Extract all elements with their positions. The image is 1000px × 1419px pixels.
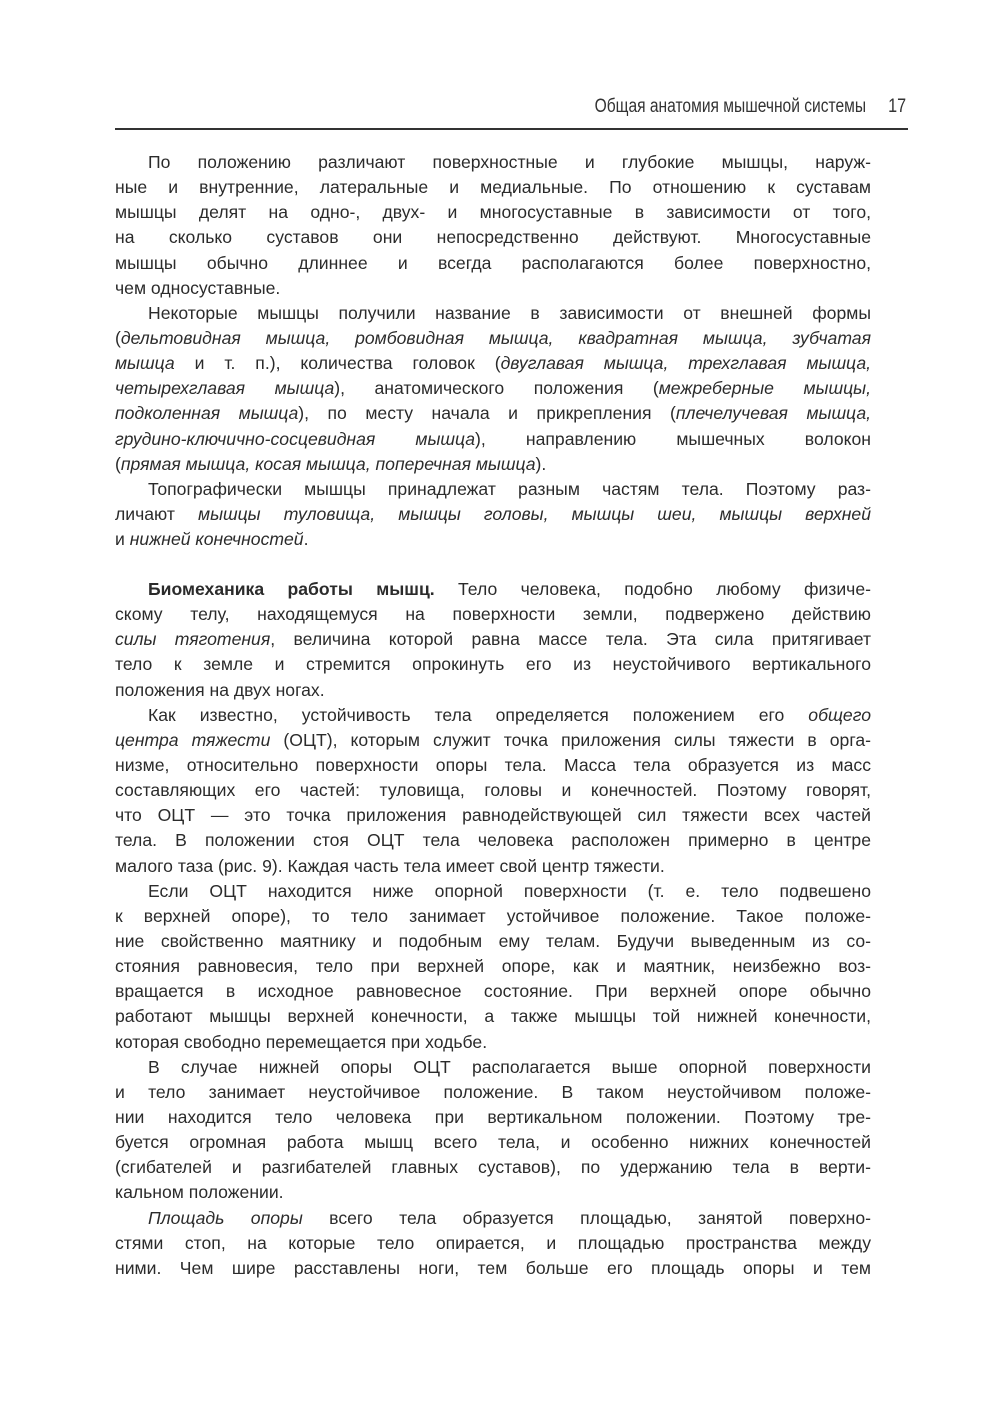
text-run: работают мышцы верхней конечности, а также мышцы той нижней конечности, bbox=[115, 1006, 871, 1027]
paragraph bbox=[115, 703, 871, 879]
text-run: ( bbox=[115, 327, 121, 348]
text-run: буется огромная работа мышц всего тела, и особенно нижних конечностей bbox=[115, 1132, 871, 1153]
paragraph bbox=[115, 1206, 871, 1281]
text-run: . bbox=[303, 529, 309, 550]
text-run: и bbox=[115, 529, 130, 550]
text-run: Некоторые мышцы получили название в зависимости от внешней формы bbox=[148, 302, 871, 323]
text-run: вращается в исходное равновесное состояние. При верхней опоре обычно bbox=[115, 981, 871, 1002]
text-line bbox=[115, 1055, 871, 1080]
paragraph bbox=[115, 1055, 871, 1206]
text-line bbox=[115, 828, 871, 853]
text-run: всего тела образуется площадью, занятой поверхно- bbox=[302, 1207, 872, 1228]
text-run: ние свойственно маятнику и подобным ему телам. Будучи выведенным из со- bbox=[115, 930, 871, 951]
text-line bbox=[115, 678, 871, 703]
text-run: Топографически мышцы принадлежат разным частям тела. Поэтому раз- bbox=[148, 478, 871, 499]
text-line bbox=[115, 175, 871, 200]
text-run: и тело занимает неустойчивое положение. В таком неустойчивом положе- bbox=[115, 1081, 871, 1102]
italic-run: подколенная мышца bbox=[115, 403, 299, 424]
text-line bbox=[115, 854, 871, 879]
text-line bbox=[115, 929, 871, 954]
section-muscle-biomechanics bbox=[115, 577, 871, 1281]
italic-run: дельтовидная мышца, ромбовидная мышца, квадратная мышца, зубчатая bbox=[120, 327, 871, 348]
text-run: малого таза (рис. 9). Каждая часть тела имеет свой центр тяжести. bbox=[115, 855, 665, 876]
text-line bbox=[115, 627, 871, 652]
text-run: которая свободно перемещается при ходьбе. bbox=[115, 1031, 488, 1052]
italic-run: центра тяжести bbox=[115, 729, 271, 750]
text-run: ), анатомического положения ( bbox=[334, 378, 659, 399]
italic-run: нижней конечностей bbox=[129, 529, 304, 550]
text-run: Тело человека, подобно любому физиче- bbox=[434, 579, 871, 599]
text-line bbox=[115, 778, 871, 803]
text-line bbox=[115, 577, 871, 602]
text-line bbox=[115, 502, 871, 527]
italic-run: плечелучевая мышца, bbox=[675, 403, 871, 424]
paragraph bbox=[115, 477, 871, 552]
paragraph bbox=[115, 150, 871, 301]
text-run: кальном положении. bbox=[115, 1182, 284, 1203]
text-line bbox=[115, 477, 871, 502]
text-run: В случае нижней опоры ОЦТ располагается выше опорной поверхности bbox=[148, 1056, 871, 1077]
italic-run: прямая мышца, косая мышца, поперечная мышца bbox=[120, 453, 536, 474]
text-line bbox=[115, 376, 871, 401]
text-line bbox=[115, 1130, 871, 1155]
text-line bbox=[115, 225, 871, 250]
text-line bbox=[115, 1180, 871, 1205]
running-header bbox=[115, 92, 908, 130]
text-line bbox=[115, 728, 871, 753]
text-run: ), по месту начала и прикрепления ( bbox=[298, 403, 676, 424]
text-run: (ОЦТ), которым служит точка приложения силы тяжести в орга- bbox=[270, 729, 872, 750]
text-line bbox=[115, 452, 871, 477]
text-line bbox=[115, 979, 871, 1004]
text-run: составляющих его частей: туловища, головы и конечностей. Поэтому говорят, bbox=[115, 780, 871, 801]
paragraph bbox=[115, 577, 871, 703]
italic-run: межреберные мышцы, bbox=[658, 378, 871, 399]
text-run: Как известно, устойчивость тела определяется положением его bbox=[148, 704, 809, 725]
text-line bbox=[115, 753, 871, 778]
italic-run: мышца bbox=[115, 353, 175, 374]
paragraph bbox=[115, 879, 871, 1055]
text-run: личают bbox=[115, 503, 199, 524]
text-line bbox=[115, 1004, 871, 1029]
text-run: ). bbox=[535, 453, 547, 474]
text-line bbox=[115, 1030, 871, 1055]
text-run: низме, относительно поверхности опоры тела. Масса тела образуется из масс bbox=[115, 754, 871, 775]
text-run: мышцы обычно длиннее и всегда располагаются более поверхностно, bbox=[115, 252, 871, 273]
text-run: тело к земле и стремится опрокинуть его из неустойчивого вертикального bbox=[115, 654, 871, 675]
text-line bbox=[115, 1206, 871, 1231]
text-run: мышцы делят на одно-, двух- и многосуставные в зависимости от того, bbox=[115, 202, 871, 223]
text-run: ними. Чем шире расставлены ноги, тем больше его площадь опоры и тем bbox=[115, 1257, 871, 1278]
text-line bbox=[115, 1256, 871, 1281]
italic-run: общего bbox=[808, 704, 871, 725]
italic-run: силы тяготения bbox=[115, 629, 271, 650]
text-run: что ОЦТ — это точка приложения равнодействующей сил тяжести всех частей bbox=[115, 805, 871, 826]
italic-run: Площадь опоры bbox=[148, 1207, 303, 1228]
text-run: положения на двух ногах. bbox=[115, 679, 325, 700]
text-run: скому телу, находящемуся на поверхности земли, подвержено действию bbox=[115, 604, 871, 625]
text-line bbox=[115, 703, 871, 728]
text-run: ), направлению мышечных волокон bbox=[475, 428, 871, 449]
text-line bbox=[115, 803, 871, 828]
text-run: (сгибателей и разгибателей главных суставов), по удержанию тела в верти- bbox=[115, 1157, 871, 1178]
text-run: чем односуставные. bbox=[115, 277, 281, 298]
text-run: тела. В положении стоя ОЦТ тела человека расположен примерно в центре bbox=[115, 830, 871, 851]
text-line bbox=[115, 1231, 871, 1256]
text-run: ( bbox=[115, 453, 121, 474]
text-line bbox=[115, 652, 871, 677]
text-line bbox=[115, 351, 871, 376]
text-line bbox=[115, 1080, 871, 1105]
text-run: нии находится тело человека при вертикальном положении. Поэтому тре- bbox=[115, 1106, 871, 1127]
text-run: на сколько суставов они непосредственно действуют. Многосуставные bbox=[115, 227, 871, 248]
text-run: и т. п.), количества головок ( bbox=[174, 353, 501, 374]
text-line bbox=[115, 251, 871, 276]
text-run: ные и внутренние, латеральные и медиальные. По отношению к суставам bbox=[115, 177, 871, 198]
text-run: стояния равновесия, тело при верхней опоре, как и маятник, неизбежно воз- bbox=[115, 956, 871, 977]
bold-run: Биомеханика работы мышц. bbox=[148, 579, 435, 599]
section-muscle-classification bbox=[115, 150, 871, 552]
text-line bbox=[115, 527, 871, 552]
italic-run: мышцы туловища, мышцы головы, мышцы шеи, мышцы верхней bbox=[198, 503, 871, 524]
text-line bbox=[115, 1155, 871, 1180]
text-run: По положению различают поверхностные и глубокие мышцы, наруж- bbox=[148, 152, 871, 172]
text-line bbox=[115, 301, 871, 326]
text-line bbox=[115, 276, 871, 301]
text-line bbox=[115, 401, 871, 426]
italic-run: четырехглавая мышца bbox=[115, 378, 335, 399]
text-run: стями стоп, на которые тело опирается, и площадью пространства между bbox=[115, 1232, 871, 1253]
text-line bbox=[115, 150, 871, 175]
text-line bbox=[115, 904, 871, 929]
page-number: 17 bbox=[888, 96, 906, 117]
paragraph bbox=[115, 301, 871, 477]
text-line bbox=[115, 200, 871, 225]
text-line bbox=[115, 602, 871, 627]
text-line bbox=[115, 879, 871, 904]
text-run: , величина которой равна массе тела. Эта сила притягивает bbox=[270, 629, 871, 650]
text-run: Если ОЦТ находится ниже опорной поверхности (т. е. тело подвешено bbox=[148, 880, 871, 901]
text-line bbox=[115, 326, 871, 351]
italic-run: грудино-ключично-сосцевидная мышца bbox=[115, 428, 476, 449]
running-header-title: Общая анатомия мышечной системы bbox=[594, 96, 866, 117]
text-line bbox=[115, 427, 871, 452]
text-run: к верхней опоре), то тело занимает устойчивое положение. Такое положе- bbox=[115, 905, 871, 926]
italic-run: двуглавая мышца, трехглавая мышца, bbox=[500, 353, 871, 374]
text-line bbox=[115, 954, 871, 979]
text-line bbox=[115, 1105, 871, 1130]
